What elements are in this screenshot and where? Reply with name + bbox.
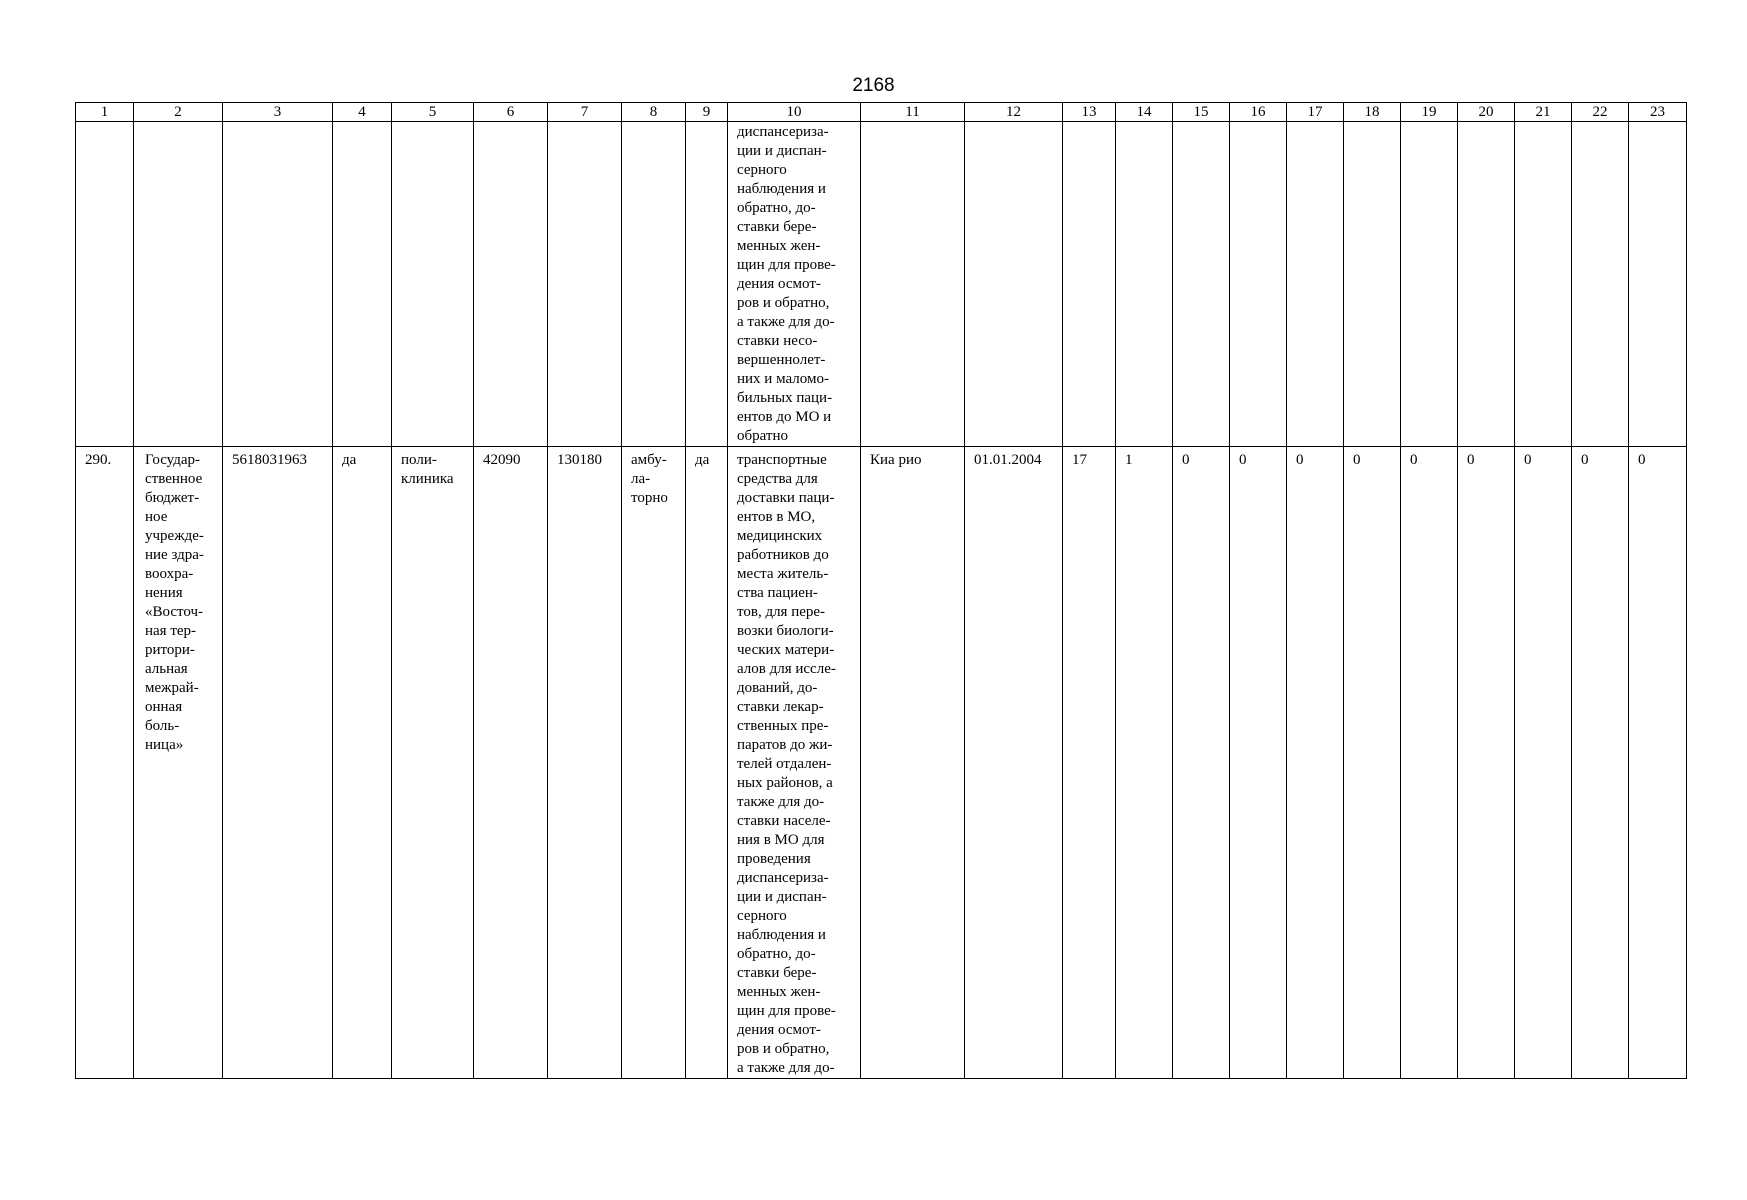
column-number: 3 — [223, 103, 333, 122]
table-cell — [1173, 122, 1230, 447]
column-number: 13 — [1063, 103, 1116, 122]
table-cell: 1 — [1116, 447, 1173, 1079]
table-cell — [1629, 122, 1687, 447]
column-number: 5 — [392, 103, 474, 122]
table-cell — [1515, 122, 1572, 447]
column-number: 4 — [333, 103, 392, 122]
column-number: 19 — [1401, 103, 1458, 122]
facility-type-cell — [392, 447, 474, 1079]
facility-type: поли- клиника — [401, 452, 454, 487]
care-condition: амбу- ла- торно — [631, 452, 668, 506]
column-number: 2 — [134, 103, 223, 122]
care-condition-cell — [622, 447, 686, 1079]
table-cell — [223, 122, 333, 447]
table-cell: 0 — [1515, 447, 1572, 1079]
table-cell: 0 — [1173, 447, 1230, 1079]
page-number: 2168 — [852, 75, 895, 96]
table-cell — [622, 122, 686, 447]
table-cell — [1401, 122, 1458, 447]
table-cell: 0 — [1287, 447, 1344, 1079]
table-cell: 0 — [1572, 447, 1629, 1079]
table-cell — [134, 122, 223, 447]
column-number: 16 — [1230, 103, 1287, 122]
table-cell: 0 — [1629, 447, 1687, 1079]
table-cell — [1344, 122, 1401, 447]
organization-name-cell — [134, 447, 223, 1079]
date-cell: 01.01.2004 — [965, 447, 1063, 1079]
table-cell: да — [686, 447, 728, 1079]
table-cell: 0 — [1458, 447, 1515, 1079]
table-cell — [1116, 122, 1173, 447]
column-number: 7 — [548, 103, 622, 122]
table-cell — [76, 122, 134, 447]
table-cell — [965, 122, 1063, 447]
column-number: 22 — [1572, 103, 1629, 122]
vehicle-purpose-cell — [728, 447, 861, 1079]
column-number: 6 — [474, 103, 548, 122]
table-cell: 0 — [1401, 447, 1458, 1079]
column-number: 23 — [1629, 103, 1687, 122]
row-number: 290. — [76, 447, 134, 1079]
column-number: 10 — [728, 103, 861, 122]
column-number: 18 — [1344, 103, 1401, 122]
table-cell — [333, 122, 392, 447]
column-number: 8 — [622, 103, 686, 122]
table-cell — [474, 122, 548, 447]
table-cell: 42090 — [474, 447, 548, 1079]
table-cell — [728, 122, 861, 447]
table-cell — [686, 122, 728, 447]
column-number: 9 — [686, 103, 728, 122]
vehicle-purpose-text: транспортные средства для доставки паци- ентов в МО, медицинских работников до места житель- ства пациен- тов, для пере- возки биологи- ческих матери- алов для иссле- дований, до- ставки лекар- ственных пре- паратов до жи- телей отдален- ных районов, а также для до- ставки населе- ния в МО для проведения диспансериза- ции и диспан- серного наблюдения и обратно, до- ставки бере- менных жен- щин для прове- дения осмот- ров и обратно, а также для до- — [737, 452, 836, 1076]
column-number: 11 — [861, 103, 965, 122]
table-cell — [861, 122, 965, 447]
table-cell — [392, 122, 474, 447]
vehicle-model-cell: Киа рио — [861, 447, 965, 1079]
table-cell: 0 — [1344, 447, 1401, 1079]
continuation-row — [76, 122, 1687, 447]
table-cell — [1230, 122, 1287, 447]
column-number-row — [76, 103, 1687, 122]
table-cell — [1572, 122, 1629, 447]
table-cell — [548, 122, 622, 447]
column-number: 1 — [76, 103, 134, 122]
column-number: 12 — [965, 103, 1063, 122]
vehicle-purpose-text: диспансериза- ции и диспан- серного наблюдения и обратно, до- ставки бере- менных жен- щин для прове- дения осмот- ров и обратно, а также для до- ставки несо- вершеннолет- них и маломо- бильных паци- ентов до МО и обратно — [737, 124, 836, 444]
column-number: 15 — [1173, 103, 1230, 122]
column-number: 21 — [1515, 103, 1572, 122]
table-cell — [1063, 122, 1116, 447]
inn-cell: 5618031963 — [223, 447, 333, 1079]
column-number: 14 — [1116, 103, 1173, 122]
data-table — [75, 102, 1687, 1079]
table-cell — [1458, 122, 1515, 447]
table-row — [76, 447, 1687, 1079]
column-number: 17 — [1287, 103, 1344, 122]
organization-name: Государ- ственное бюджет- ное учрежде- ние здра- воохра- нения «Восточ- ная тер- ритори- альная межрай- онная боль- ница» — [145, 452, 204, 753]
table-cell: да — [333, 447, 392, 1079]
table-cell — [1287, 122, 1344, 447]
table-cell: 17 — [1063, 447, 1116, 1079]
table-cell: 130180 — [548, 447, 622, 1079]
table-cell: 0 — [1230, 447, 1287, 1079]
column-number: 20 — [1458, 103, 1515, 122]
